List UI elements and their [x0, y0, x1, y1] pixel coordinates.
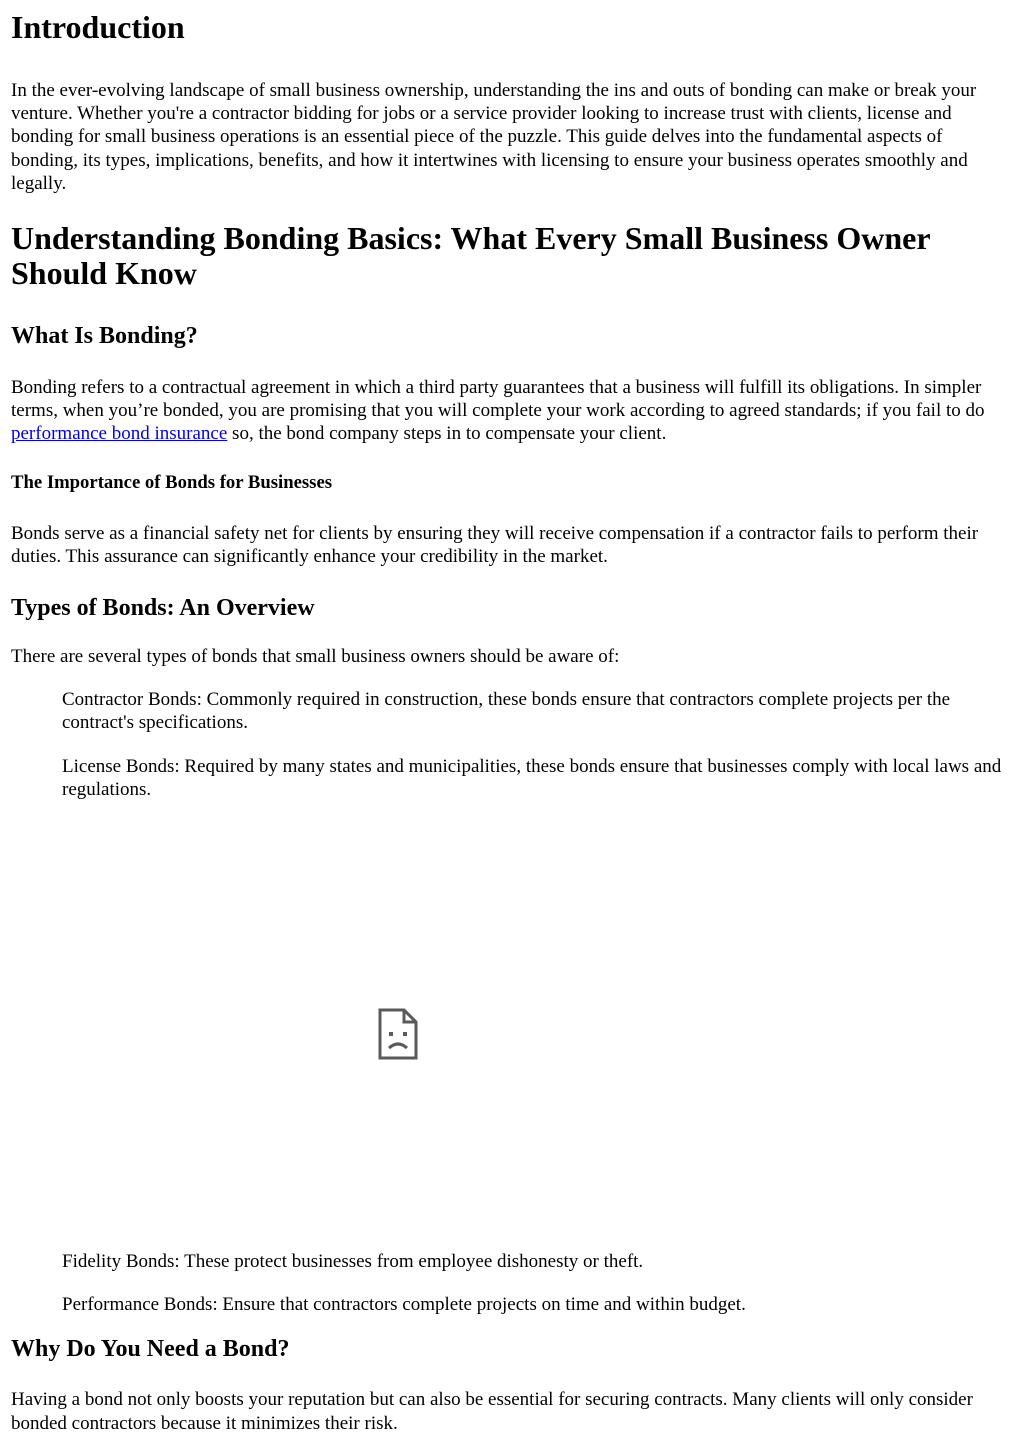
- paragraph-introduction: In the ever-evolving landscape of small business ownership, understanding the ins and outs of bonding can make or break your venture. Whether you're a contractor bidding for jobs or a service provider looking to increase trust with clients, license and bonding for small business operations is an essential piece of the puzzle. This guide delves into the fundamental aspects of bonding, its types, implications, benefits, and how it intertwines with licensing to ensure your business operates smoothly and legally.: [11, 80, 977, 194]
- heading-bonding-basics: Understanding Bonding Basics: What Every Small Business Owner Should Know: [11, 220, 930, 292]
- image-placeholder: [11, 821, 1009, 1250]
- list-item-fidelity-bonds: Fidelity Bonds: These protect businesses from employee dishonesty or theft.: [62, 1251, 644, 1273]
- heading-importance-of-bonds: The Importance of Bonds for Businesses: [11, 471, 333, 493]
- heading-what-is-bonding: [11, 323, 1009, 350]
- what-is-bonding-text-start: Bonding refers to a contractual agreement in which a third party guarantees that a business will fulfill its obligations. In simpler terms, when you’re bonded, you are promising that you will complete your work according to agreed standards; if you fail to do: [11, 377, 985, 422]
- what-is-bonding-text-end: so, the bond company steps in to compensate your client.: [227, 423, 667, 445]
- heading-why-need-bond: Why Do You Need a Bond?: [11, 1336, 290, 1363]
- paragraph-why-need-bond: Having a bond not only boosts your reputation but can also be essential for securing contracts. Many clients will only consider bonded contractors because it minimizes their risk.: [11, 1389, 973, 1434]
- heading-what-is-bonding-text: What Is Bonding?: [11, 323, 198, 350]
- list-item-contractor-bonds: Contractor Bonds: Commonly required in construction, these bonds ensure that contractors complete projects per the contract's specifications.: [62, 689, 951, 734]
- article: [11, 0, 1009, 1435]
- heading-types-of-bonds: Types of Bonds: An Overview: [11, 595, 315, 622]
- paragraph-importance-of-bonds: Bonds serve as a financial safety net for clients by ensuring they will receive compensation if a contractor fails to perform their duties. This assurance can significantly enhance your credibility in the market.: [11, 522, 979, 567]
- bond-types-list-continued: [11, 1250, 1009, 1316]
- heading-introduction: Introduction: [11, 9, 185, 45]
- paragraph-what-is-bonding: [11, 376, 1009, 446]
- bond-types-list: [11, 688, 1009, 801]
- list-item-license-bonds: License Bonds: Required by many states and municipalities, these bonds ensure that businesses comply with local laws and regulations.: [62, 755, 1002, 800]
- performance-bond-insurance-link[interactable]: performance bond insurance: [11, 423, 228, 445]
- broken-image-icon: [377, 1007, 419, 1061]
- list-item-performance-bonds: Performance Bonds: Ensure that contractors complete projects on time and within budget.: [62, 1294, 746, 1316]
- paragraph-types-intro: There are several types of bonds that small business owners should be aware of:: [11, 646, 620, 668]
